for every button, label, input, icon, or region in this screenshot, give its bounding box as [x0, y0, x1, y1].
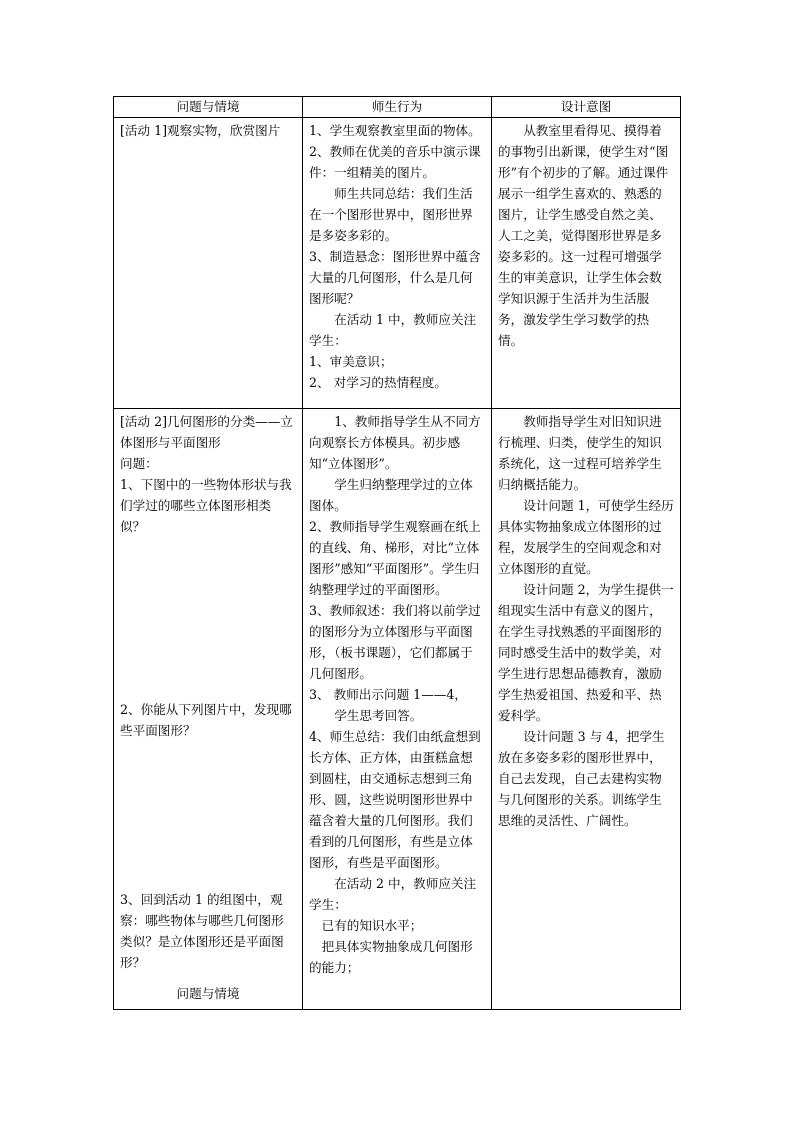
- question-2: 2、你能从下列图片中，发现哪些平面图形？: [120, 702, 292, 738]
- action-text: 2、教师在优美的音乐中演示课件：一组精美的图片。: [309, 144, 481, 180]
- activity-1-title: [活动 1]观察实物，欣赏图片: [120, 123, 281, 138]
- action-text: 3、制造悬念：图形世界中蕴含大量的几何图形，什么是几何图形呢？: [309, 249, 481, 306]
- cell-actions-2: [303, 409, 492, 1010]
- intent-text: 从教室里看得见、摸得着的事物引出新课，使学生对“图形”有个初步的了解。通过课件展示一组学生喜欢的、熟悉的图片，让学生感受自然之美、人工之美，觉得图形世界是多姿多彩的。这一过程可增强学生的审美意识，让学生体会数学知识源于生活并为生活服务，激发学生学习数学的热情。: [498, 123, 669, 348]
- header-actions: 师生行为: [303, 97, 492, 118]
- action-text: 1、学生观察教室里面的物体。: [309, 123, 481, 138]
- table-row-activity-2: [114, 409, 681, 1010]
- repeated-column-label: 问题与情境: [176, 986, 240, 1001]
- action-text: 学生归纳整理学过的立体图体。: [309, 477, 473, 513]
- activity-2-title: [活动 2]几何图形的分类——立体图形与平面图形: [120, 414, 293, 450]
- action-text: 师生共同总结：我们生活在一个图形世界中，图形世界是多姿多彩的。: [309, 186, 473, 243]
- action-text: 2、教师指导学生观察画在纸上的直线、角、梯形，对比“立体图形”感知“平面图形”。学生归纳整理学过的平面图形。: [309, 519, 481, 597]
- lesson-plan-table: [113, 96, 681, 1010]
- header-intent: 设计意图: [492, 97, 681, 118]
- question-label: 问题：: [120, 456, 158, 471]
- cell-actions-1: [303, 118, 492, 409]
- intent-text: 设计问题 2，为学生提供一组现实生活中有意义的图片，在学生寻找熟悉的平面图形的同时感受生活中的数学美，对学生进行思想品德教育，激励学生热爱祖国、热爱和平、热爱科学。: [498, 582, 674, 723]
- action-text: 1、审美意识；: [309, 354, 393, 369]
- cell-situation-2: [114, 409, 303, 1010]
- intent-text: 设计问题 1，可使学生经历具体实物抽象成立体图形的过程，发展学生的空间观念和对立体图形的直觉。: [498, 498, 674, 576]
- cell-intent-2: [492, 409, 681, 1010]
- action-text: 1、教师指导学生从不同方向观察长方体模具。初步感知“立体图形”。: [309, 414, 481, 471]
- action-text: 在活动 2 中，教师应关注学生：: [309, 876, 477, 912]
- action-text: 3、教师叙述：我们将以前学过的图形分为立体图形与平面图形，（板书课题），它们都属于几何图形。: [309, 603, 481, 681]
- header-situation: 问题与情境: [114, 97, 303, 118]
- intent-text: 设计问题 3 与 4，把学生放在多姿多彩的图形世界中，自己去发现，自己去建构实物与几何图形的关系。训练学生思维的灵活性、广阔性。: [498, 729, 665, 828]
- action-text: 学生思考回答。: [334, 708, 423, 723]
- action-text: 3、 教师出示问题 1——4，: [309, 687, 467, 702]
- question-1: 1、下图中的一些物体形状与我们学过的哪些立体图形相类似？: [120, 477, 292, 534]
- cell-situation-1: [114, 118, 303, 409]
- intent-text: 教师指导学生对旧知识进行梳理、归类，使学生的知识系统化，这一过程可培养学生归纳概括能力。: [498, 414, 662, 492]
- action-text: 2、 对学习的热情程度。: [309, 375, 447, 390]
- cell-intent-1: [492, 118, 681, 409]
- table-header-row: [114, 97, 681, 118]
- action-text: 在活动 1 中，教师应关注学生：: [309, 312, 477, 348]
- action-text: 4、师生总结：我们由纸盒想到长方体、正方体，由蛋糕盒想到圆柱，由交通标志想到三角形、圆，这些说明图形世界中蕴含着大量的几何图形。我们看到的几何图形，有些是立体图形，有些是平面图形。: [309, 729, 481, 870]
- question-3: 3、回到活动 1 的组图中，观察：哪些物体与哪些几何图形类似？是立体图形还是平面图形？: [120, 892, 284, 970]
- table-row-activity-1: [114, 118, 681, 409]
- action-text: 把具体实物抽象成几何图形的能力；: [309, 939, 473, 975]
- action-text: 已有的知识水平；: [321, 918, 423, 933]
